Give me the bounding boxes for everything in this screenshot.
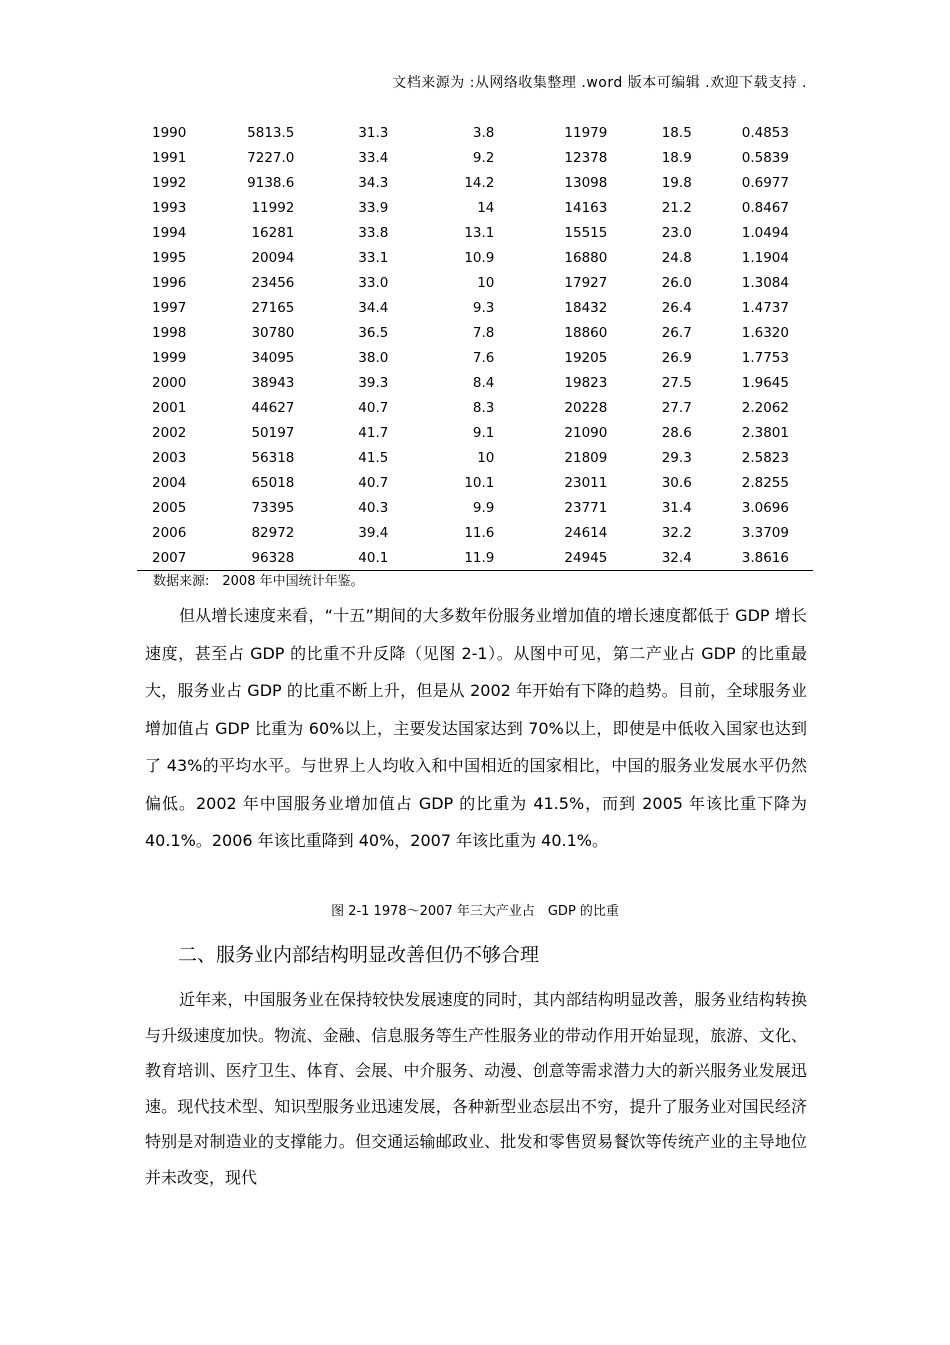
table-cell: 0.6977	[741, 174, 789, 191]
table-row	[137, 345, 813, 370]
table-cell: 1995	[152, 249, 187, 266]
table-cell: 39.4	[358, 524, 389, 541]
table-cell: 40.3	[358, 499, 389, 516]
table-row	[137, 520, 813, 545]
table-cell: 0.4853	[741, 124, 789, 141]
table-cell: 1.9645	[741, 374, 789, 391]
table-cell: 1998	[152, 324, 187, 341]
table-cell: 9.2	[472, 149, 495, 166]
table-cell: 34.3	[358, 174, 389, 191]
table-row	[137, 195, 813, 220]
table-cell: 26.4	[661, 299, 692, 316]
table-cell: 44627	[251, 399, 295, 416]
table-cell: 23.0	[661, 224, 692, 241]
table-cell: 26.0	[661, 274, 692, 291]
table-cell: 1996	[152, 274, 187, 291]
table-cell: 1.1904	[741, 249, 789, 266]
table-cell: 1.7753	[741, 349, 789, 366]
table-cell: 21090	[564, 424, 608, 441]
paragraph-internal-structure: 近年来，中国服务业在保持较快发展速度的同时，其内部结构明显改善，服务业结构转换与升级速度加快。物流、金融、信息服务等生产性服务业的带动作用开始显现，旅游、文化、教育培训、医疗卫生、体育、会展、中介服务、动漫、创意等需求潜力大的新兴服务业发展迅速。现代技术型、知识型服务业迅速发展，各种新型业态层出不穷，提升了服务业对国民经济特别是对制造业的支撑能力。但交通运输邮政业、批发和零售贸易餐饮等传统产业的主导地位并未改变，现代	[145, 990, 807, 1187]
table-cell: 26.7	[661, 324, 692, 341]
table-cell: 1.3084	[741, 274, 789, 291]
table-row	[137, 270, 813, 295]
table-cell: 12378	[564, 149, 608, 166]
table-cell: 2002	[152, 424, 187, 441]
table-cell: 11979	[564, 124, 608, 141]
table-cell: 16281	[251, 224, 295, 241]
table-cell: 18.9	[661, 149, 692, 166]
table-row	[137, 145, 813, 170]
table-cell: 2003	[152, 449, 187, 466]
table-cell: 38943	[251, 374, 295, 391]
table-cell: 36.5	[358, 324, 389, 341]
table-cell: 38.0	[358, 349, 389, 366]
table-cell: 10	[477, 274, 495, 291]
table-cell: 21.2	[661, 199, 692, 216]
table-cell: 18860	[564, 324, 608, 341]
table-cell: 3.8616	[692, 545, 813, 571]
table-cell: 2006	[152, 524, 187, 541]
table-cell: 3.0696	[741, 499, 789, 516]
table-cell: 24.8	[661, 249, 692, 266]
table-cell: 10.9	[464, 249, 495, 266]
table-cell: 16880	[564, 249, 608, 266]
table-cell: 28.6	[661, 424, 692, 441]
table-cell: 30.6	[661, 474, 692, 491]
table-cell: 2.3801	[741, 424, 789, 441]
table-cell: 30780	[251, 324, 295, 341]
table-cell: 41.5	[358, 449, 389, 466]
statistics-table	[137, 120, 813, 571]
table-row	[137, 370, 813, 395]
table-cell: 82972	[251, 524, 295, 541]
table-cell: 13.1	[464, 224, 495, 241]
table-cell: 23011	[564, 474, 608, 491]
table-cell: 21809	[564, 449, 608, 466]
table-cell: 3.8	[472, 124, 495, 141]
table-row	[137, 495, 813, 520]
table-cell: 11.9	[388, 545, 494, 571]
table-cell: 34095	[251, 349, 295, 366]
table-row	[137, 320, 813, 345]
table-cell: 24945	[494, 545, 607, 571]
table-cell: 18.5	[661, 124, 692, 141]
table-cell: 14.2	[464, 174, 495, 191]
table-cell: 14	[477, 199, 495, 216]
table-cell: 1990	[152, 124, 187, 141]
table-cell: 96328	[209, 545, 295, 571]
table-cell: 18432	[564, 299, 608, 316]
table-cell: 15515	[564, 224, 608, 241]
table-cell: 40.7	[358, 474, 389, 491]
table-cell: 40.7	[358, 399, 389, 416]
table-row	[137, 545, 813, 571]
section-heading: 二、服务业内部结构明显改善但仍不够合理	[178, 944, 540, 966]
table-cell: 9.9	[472, 499, 495, 516]
table-cell: 56318	[251, 449, 295, 466]
table-cell: 1.0494	[741, 224, 789, 241]
table-cell: 31.4	[661, 499, 692, 516]
table-cell: 11992	[251, 199, 295, 216]
table-cell: 27.5	[661, 374, 692, 391]
table-cell: 2.8255	[741, 474, 789, 491]
table-cell: 2.5823	[741, 449, 789, 466]
table-cell: 41.7	[358, 424, 389, 441]
table-cell: 10	[477, 449, 495, 466]
table-cell: 39.3	[358, 374, 389, 391]
table-cell: 19.8	[661, 174, 692, 191]
table-body	[137, 120, 813, 571]
table-cell: 2000	[152, 374, 187, 391]
table-cell: 1999	[152, 349, 187, 366]
table-row	[137, 245, 813, 270]
table-cell: 17927	[564, 274, 608, 291]
table-cell: 50197	[251, 424, 295, 441]
table-cell: 26.9	[661, 349, 692, 366]
table-cell: 10.1	[464, 474, 495, 491]
table-cell: 32.4	[607, 545, 691, 571]
table-cell: 1.4737	[741, 299, 789, 316]
table-cell: 7227.0	[247, 149, 295, 166]
table-cell: 9.3	[472, 299, 495, 316]
table-row	[137, 170, 813, 195]
table-cell: 73395	[251, 499, 295, 516]
table-row	[137, 420, 813, 445]
table-cell: 3.3709	[741, 524, 789, 541]
table-cell: 7.6	[472, 349, 495, 366]
table-cell: 8.3	[472, 399, 495, 416]
table-cell: 33.1	[358, 249, 389, 266]
table-cell: 1.6320	[741, 324, 789, 341]
table-cell: 33.8	[358, 224, 389, 241]
table-cell: 0.5839	[741, 149, 789, 166]
table-cell: 1992	[152, 174, 187, 191]
table-cell: 2004	[152, 474, 187, 491]
table-cell: 0.8467	[741, 199, 789, 216]
table-row	[137, 395, 813, 420]
table-cell: 8.4	[472, 374, 495, 391]
table-cell: 2005	[152, 499, 187, 516]
table-cell: 2001	[152, 399, 187, 416]
table-cell: 20228	[564, 399, 608, 416]
table-cell: 27165	[251, 299, 295, 316]
table-cell: 1993	[152, 199, 187, 216]
table-cell: 23456	[251, 274, 295, 291]
table-cell: 5813.5	[247, 124, 295, 141]
table-cell: 2.2062	[741, 399, 789, 416]
data-source-note: 数据来源: 2008 年中国统计年鉴。	[153, 574, 364, 589]
table-cell: 19205	[564, 349, 608, 366]
table-cell: 9.1	[472, 424, 495, 441]
table-cell: 2007	[137, 545, 209, 571]
table-row	[137, 220, 813, 245]
figure-caption: 图 2-1 1978～2007 年三大产业占 GDP 的比重	[331, 904, 619, 919]
table-cell: 9138.6	[247, 174, 295, 191]
table-cell: 31.3	[358, 124, 389, 141]
table-row	[137, 445, 813, 470]
table-cell: 1994	[152, 224, 187, 241]
table-cell: 34.4	[358, 299, 389, 316]
table-cell: 1991	[152, 149, 187, 166]
table-cell: 20094	[251, 249, 295, 266]
paragraph-growth-speed: 但从增长速度来看，“十五”期间的大多数年份服务业增加值的增长速度都低于 GDP 增长速度，甚至占 GDP 的比重不升反降（见图 2-1）。从图中可见，第二产业占 GDP 的比重最大，服务业占 GDP 的比重不断上升，但是从 2002 年开始有下降的趋势。目前，全球服务业增加值占 GDP 比重为 60%以上，主要发达国家达到 70%以上，即使是中低收入国家也达到了 43%的平均水平。与世界上人均收入和中国相近的国家相比，中国的服务业发展水平仍然偏低。2002 年中国服务业增加值占 GDP 的比重为 41.5%，而到 2005 年该比重下降为 40.1%。2006 年该比重降到 40%，2007 年该比重为 40.1%。	[145, 606, 807, 850]
table-cell: 33.0	[358, 274, 389, 291]
table-cell: 32.2	[661, 524, 692, 541]
table-cell: 33.4	[358, 149, 389, 166]
table-row	[137, 120, 813, 145]
page-header: 文档来源为 :从网络收集整理 .word 版本可编辑 .欢迎下载支持 .	[392, 75, 807, 91]
table-cell: 19823	[564, 374, 608, 391]
table-cell: 65018	[251, 474, 295, 491]
table-cell: 1997	[152, 299, 187, 316]
table-cell: 11.6	[464, 524, 495, 541]
table-cell: 24614	[564, 524, 608, 541]
table-cell: 27.7	[661, 399, 692, 416]
table-cell: 29.3	[661, 449, 692, 466]
table-row	[137, 470, 813, 495]
table-cell: 14163	[564, 199, 608, 216]
table-cell: 13098	[564, 174, 608, 191]
table-cell: 40.1	[294, 545, 388, 571]
table-cell: 33.9	[358, 199, 389, 216]
table-cell: 23771	[564, 499, 608, 516]
table-cell: 7.8	[472, 324, 495, 341]
table-row	[137, 295, 813, 320]
